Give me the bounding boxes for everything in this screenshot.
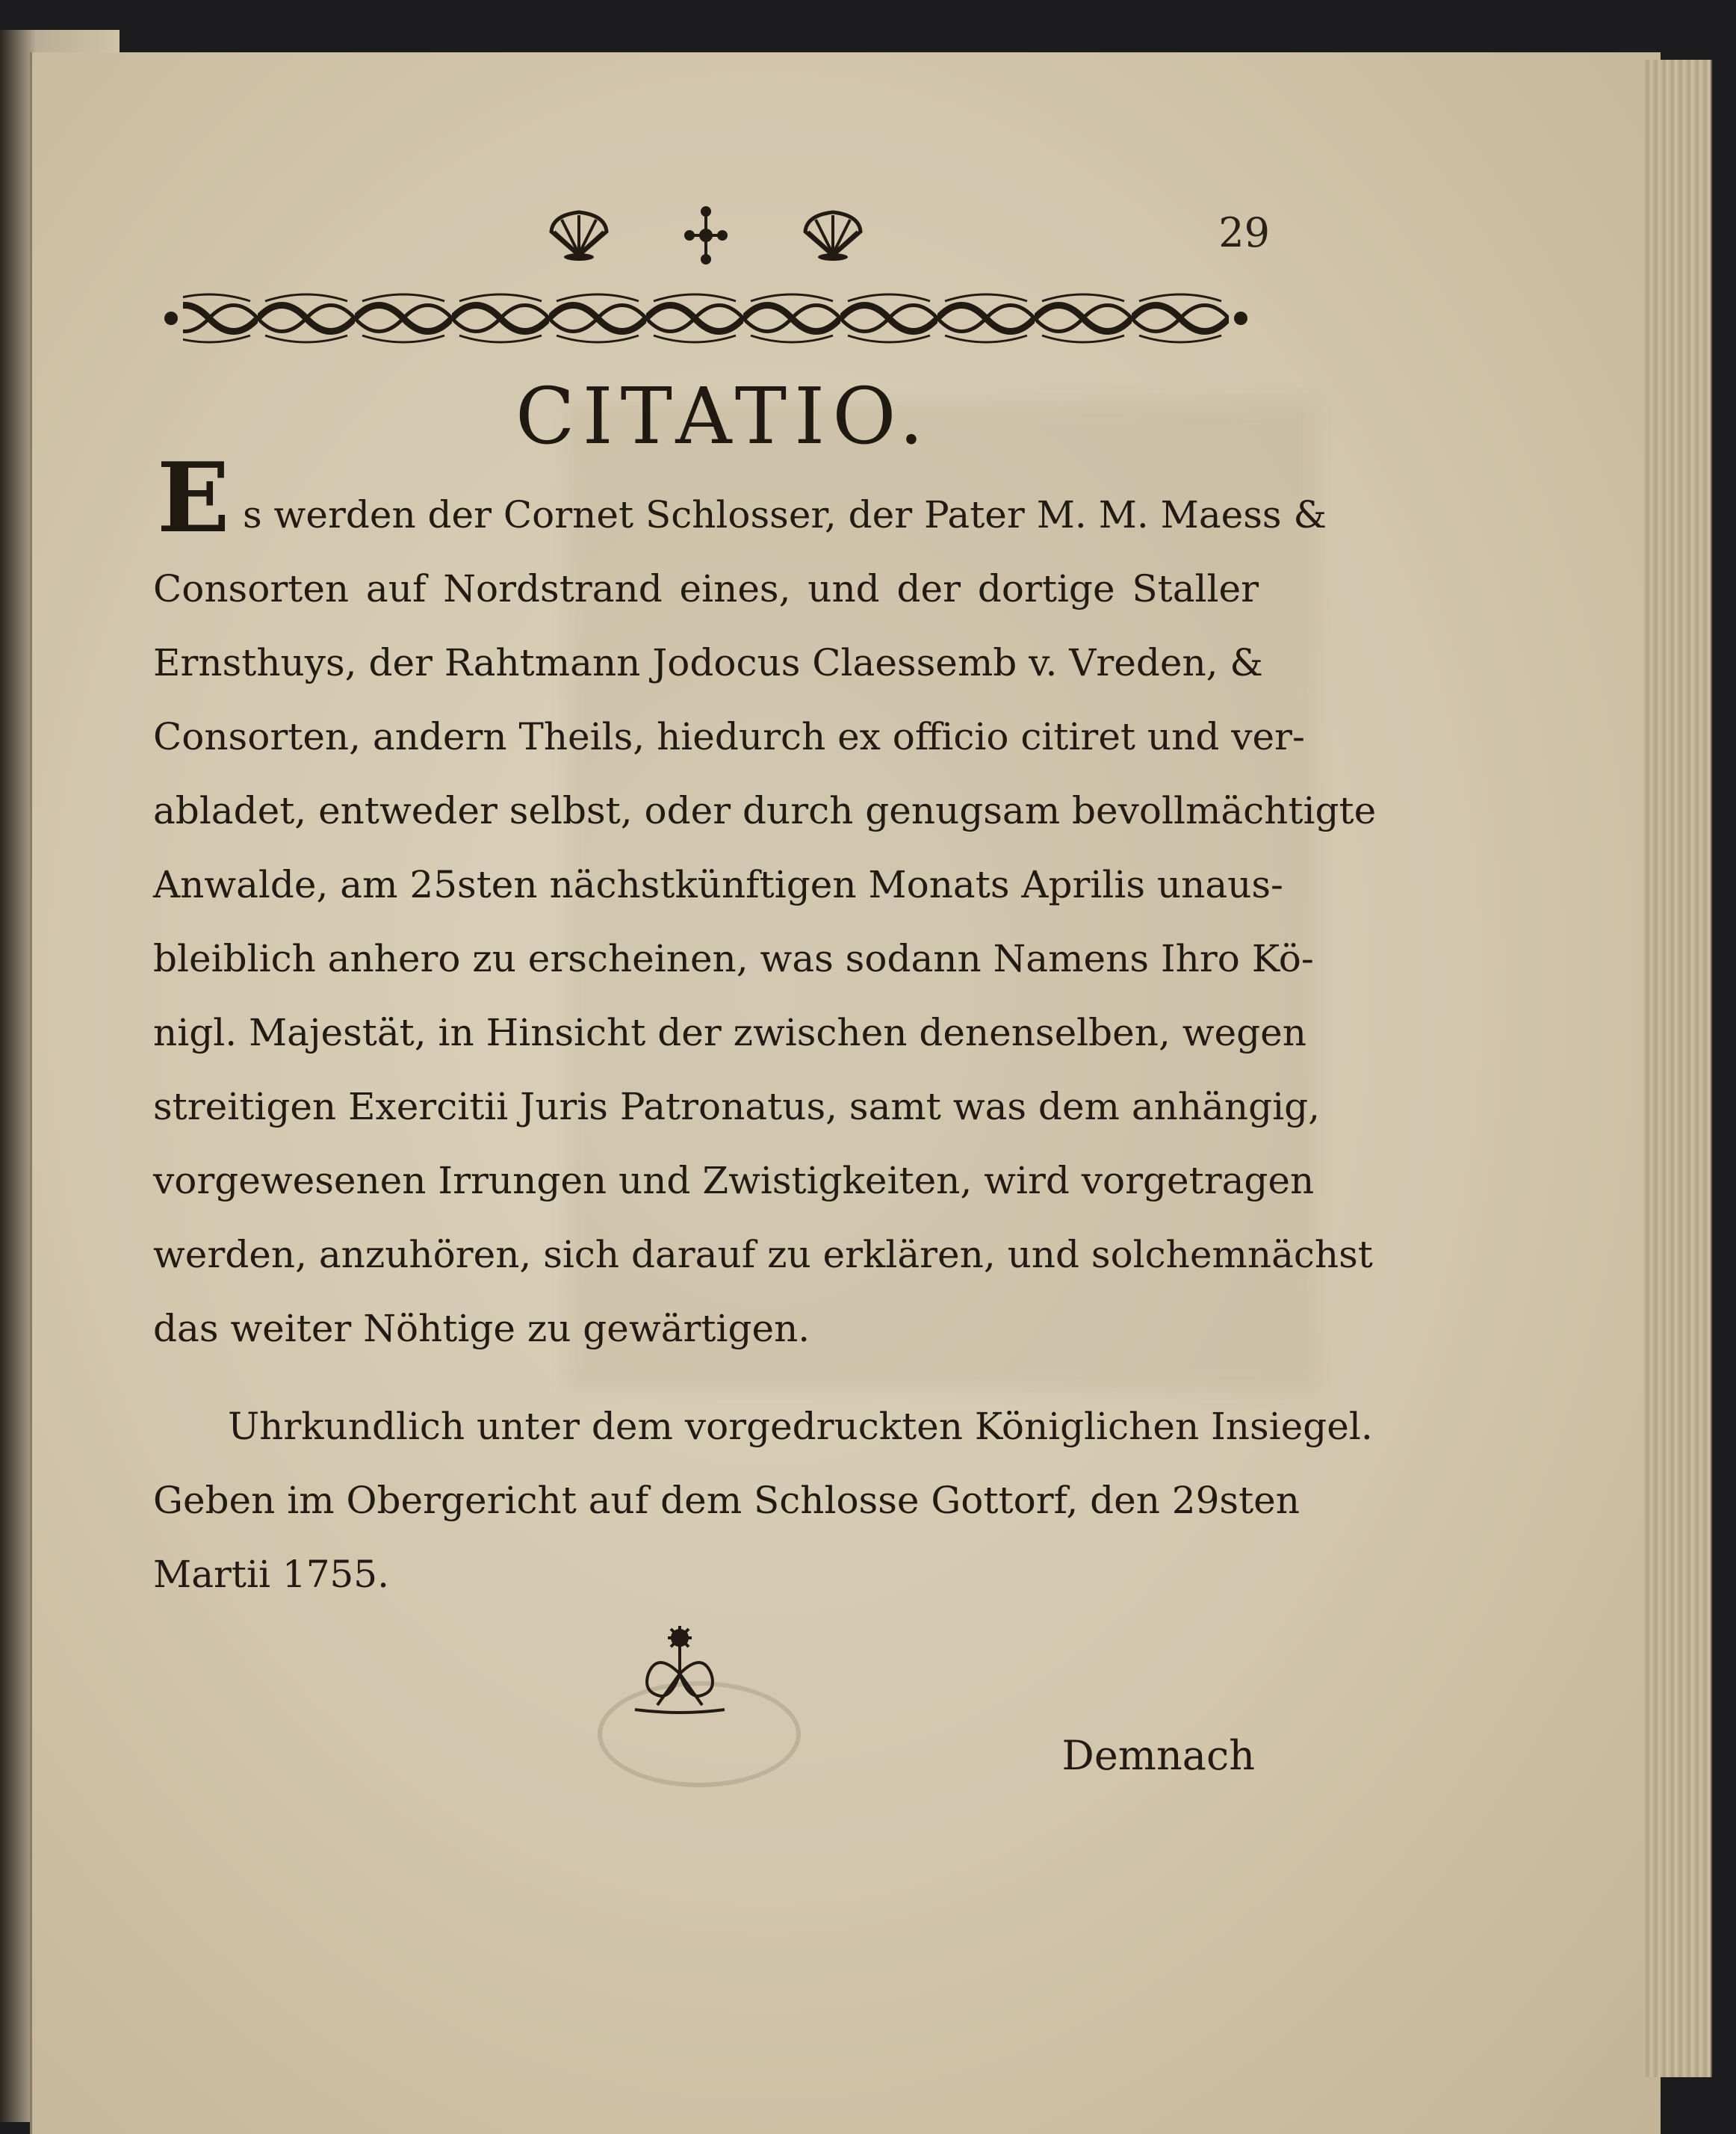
closing-paragraph [153, 1390, 1373, 1614]
catchword: Demnach [1061, 1732, 1255, 1779]
shell-ornament-icon [799, 209, 867, 262]
body-paragraph [153, 478, 1377, 1375]
text-line: bleiblich anhero zu erscheinen, was sodann Namens Ihro Kö- [153, 937, 1314, 980]
text-line: Geben im Obergericht auf dem Schlosse Gottorf, den 29sten [153, 1479, 1300, 1522]
page-stack-edge [1643, 60, 1712, 2077]
text-line: Anwalde, am 25sten nächstkünftigen Monats Aprilis unaus- [153, 863, 1283, 906]
drop-cap: E [157, 442, 230, 554]
text-line: Martii 1755. [153, 1553, 390, 1596]
document-title: CITATIO. [515, 371, 931, 462]
floral-tailpiece-icon [627, 1621, 732, 1719]
text-line: s werden der Cornet Schlosser, der Pater M. M. Maess & [243, 493, 1327, 536]
text-line: das weiter Nöhtige zu gewärtigen. [153, 1307, 810, 1350]
text-line: Ernsthuys, der Rahtmann Jodocus Claessemb v. Vreden, & [153, 641, 1263, 684]
text-line: abladet, entweder selbst, oder durch genugsam bevollmächtigte [153, 789, 1377, 832]
text-line: werden, anzuhören, sich darauf zu erklären, und solchemnächst [153, 1233, 1373, 1276]
text-line: streitigen Exercitii Juris Patronatus, samt was dem anhängig, [153, 1085, 1320, 1128]
text-line: nigl. Majestät, in Hinsicht der zwischen denenselben, wegen [153, 1011, 1306, 1054]
rope-border-icon [161, 288, 1251, 349]
cross-fleuron-icon [683, 205, 728, 265]
text-line: Consorten auf Nordstrand eines, und der dortige Staller [153, 567, 1259, 610]
head-ornament-row [545, 202, 867, 269]
shell-ornament-icon [545, 209, 613, 262]
text-line: vorgewesenen Irrungen und Zwistigkeiten, wird vorgetragen [153, 1159, 1315, 1202]
text-line: Consorten, andern Theils, hiedurch ex officio citiret und ver- [153, 715, 1305, 758]
page-number: 29 [1218, 209, 1270, 256]
text-line: Uhrkundlich unter dem vorgedruckten Königlichen Insiegel. [228, 1405, 1373, 1448]
